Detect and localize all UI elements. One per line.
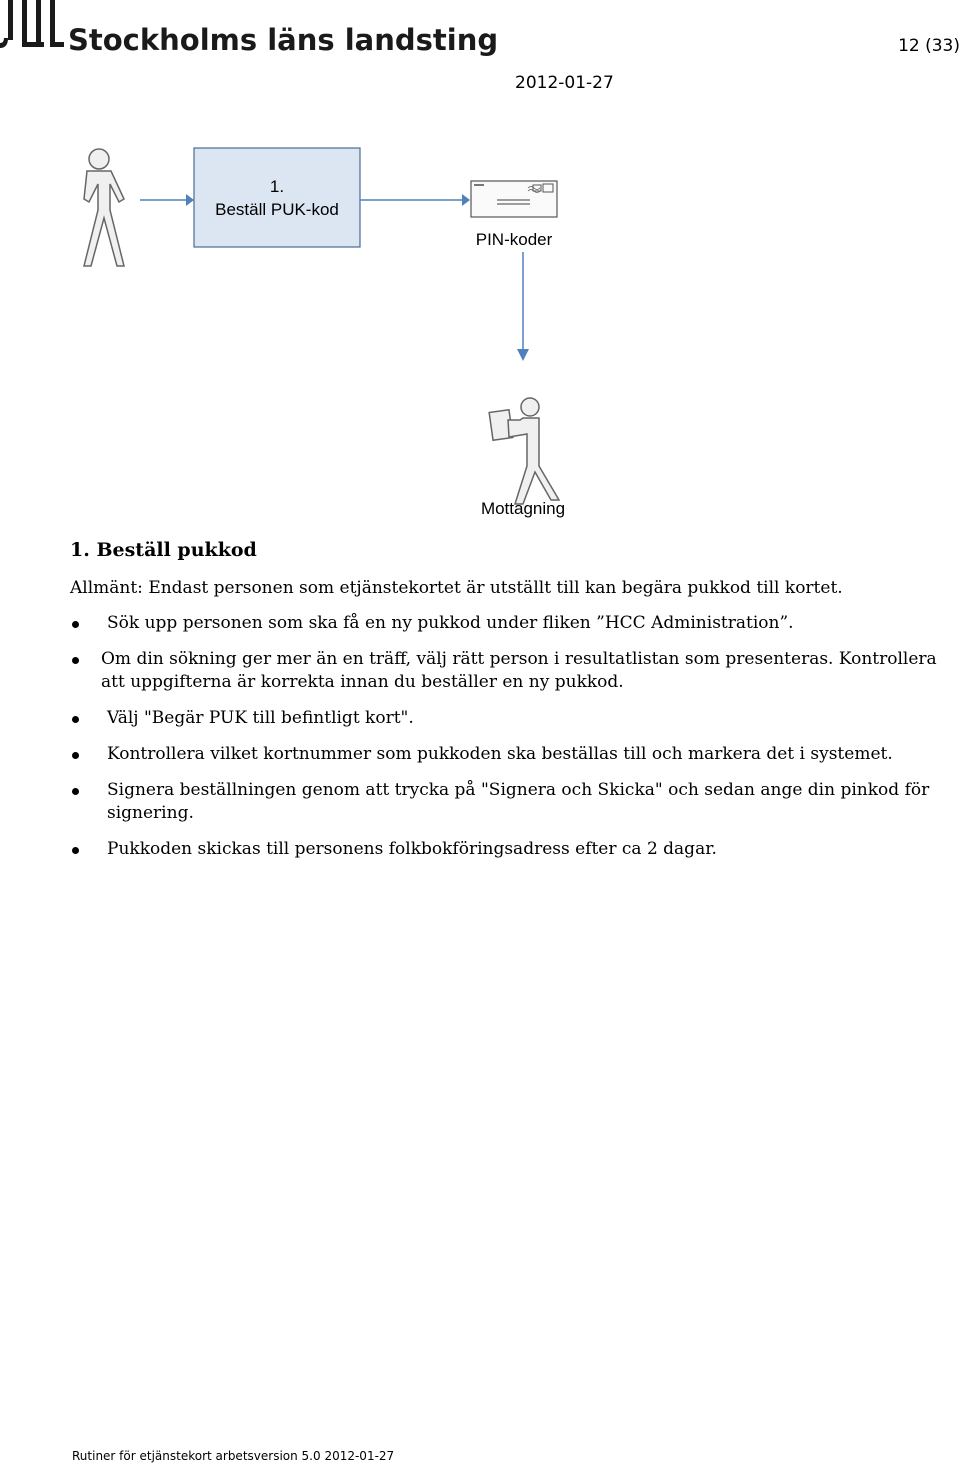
list-item-text: Om din sökning ger mer än en träff, välj rätt person i resultatlistan som presenteras. Kontrollera att uppgifterna är korrekta innan du beställer en ny pukkod. (101, 649, 937, 692)
bullet-icon (72, 752, 79, 759)
process-box (194, 148, 360, 247)
document-date: 2012-01-27 (515, 73, 614, 93)
envelope-icon (471, 181, 557, 217)
list-item (70, 743, 950, 766)
bullet-icon (72, 621, 79, 628)
list-item (70, 648, 950, 694)
list-item (70, 707, 950, 730)
list-item (70, 779, 950, 825)
list-item-text: Kontrollera vilket kortnummer som pukkoden ska beställas till och markera det i systemet. (107, 744, 893, 764)
person-icon (84, 149, 124, 266)
bullet-icon (72, 847, 79, 854)
list-item-text: Pukkoden skickas till personens folkbokföringsadress efter ca 2 dagar. (107, 839, 717, 859)
puk-order-diagram (0, 130, 960, 530)
instruction-list (70, 612, 950, 874)
bullet-icon (72, 788, 79, 795)
process-box-label-line1: 1. (269, 177, 285, 196)
page-number: 12 (33) (898, 36, 960, 56)
envelope-label: PIN-koder (475, 230, 553, 249)
receiver-icon (489, 398, 559, 504)
bullet-icon (72, 716, 79, 723)
receiver-label: Mottagning (480, 499, 566, 518)
organization-name: Stockholms läns landsting (68, 23, 499, 57)
process-box-label-line2: Beställ PUK-kod (215, 200, 339, 219)
list-item (70, 612, 950, 635)
list-item-text: Signera beställningen genom att trycka på "Signera och Skicka" och sedan ange din pinkod för signering. (107, 780, 930, 823)
list-item (70, 838, 950, 861)
page-footer: Rutiner för etjänstekort arbetsversion 5.0 2012-01-27 (72, 1449, 395, 1463)
list-item-text: Välj "Begär PUK till befintligt kort". (107, 708, 414, 728)
section-heading: 1. Beställ pukkod (70, 539, 257, 561)
list-item-text: Sök upp personen som ska få en ny pukkod under fliken ”HCC Administration”. (107, 613, 794, 633)
bullet-icon (72, 657, 79, 664)
intro-paragraph: Allmänt: Endast personen som etjänstekortet är utställt till kan begära pukkod till kortet. (70, 578, 843, 598)
organization-logo (0, 0, 499, 58)
